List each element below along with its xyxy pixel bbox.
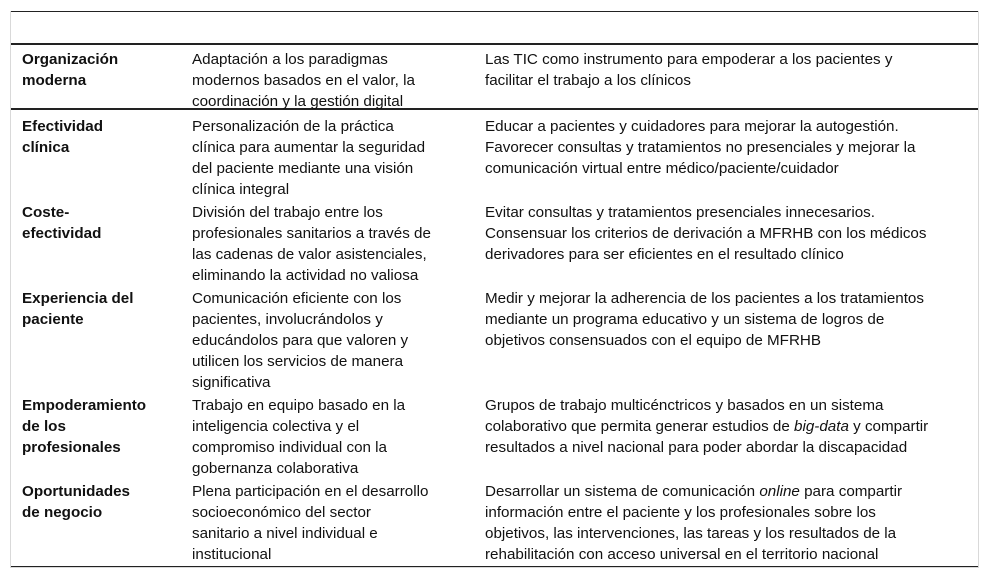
row-category: Oportunidades de negocio (22, 483, 131, 521)
table-row (11, 391, 978, 477)
table-row (11, 45, 978, 110)
table-row (11, 112, 978, 197)
table-top-rule (11, 11, 978, 12)
row-strategy: Adaptación a los paradigmas modernos basados en el valor, la coordinación y la gestión digital (192, 51, 415, 110)
row-category: Organización moderna (22, 51, 119, 89)
row-action: Las TIC como instrumento para empoderar a los pacientes y facilitar el trabajo a los clínicos (485, 51, 893, 89)
row-strategy: Personalización de la práctica clínica para aumentar la seguridad del paciente mediante una visión clínica integral (192, 118, 426, 198)
row-action: Medir y mejorar la adherencia de los pacientes a los tratamientos mediante un programa educativo y un sistema de logros de objetivos consensuados con el equipo de MFRHB (485, 290, 924, 349)
row-strategy: Comunicación eficiente con los pacientes, involucrándolos y educándolos para que valoren y utilicen los servicios de manera significativa (192, 290, 409, 391)
row-strategy: Plena participación en el desarrollo socioeconómico del sector sanitario a nivel individual e institucional (192, 483, 429, 563)
row-category: Experiencia del paciente (22, 290, 134, 328)
row-category: Coste- efectividad (22, 204, 102, 242)
row-category: Efectividad clínica (22, 118, 104, 156)
data-table (10, 11, 979, 568)
table-bottom-rule (11, 566, 978, 567)
table-row (11, 284, 978, 391)
table-row (11, 477, 978, 567)
table-row (11, 198, 978, 284)
row-strategy: División del trabajo entre los profesionales sanitarios a través de las cadenas de valor asistenciales, eliminando la actividad no valiosa (192, 204, 431, 284)
row-category: Empoderamiento de los profesionales (22, 397, 147, 456)
row-action: Educar a pacientes y cuidadores para mejorar la autogestión. Favorecer consultas y tratamientos no presenciales y mejorar la comunicación virtual entre médico/paciente/cuidador (485, 118, 916, 177)
row-action: Desarrollar un sistema de comunicación online para compartir información entre el paciente y los profesionales sobre los objetivos, las intervenciones, las tareas y los resultados de la rehabilitación con acceso universal en el territorio nacional (485, 483, 903, 563)
row-strategy: Trabajo en equipo basado en la inteligencia colectiva y el compromiso individual con la gobernanza colaborativa (192, 397, 406, 477)
row-action: Evitar consultas y tratamientos presenciales innecesarios. Consensuar los criterios de derivación a MFRHB con los médicos derivadores para ser eficientes en el resultado clínico (485, 204, 927, 263)
row-action: Grupos de trabajo multicénctricos y basados en un sistema colaborativo que permita generar estudios de big-data y compartir resultados a nivel nacional para poder abordar la discapacidad (485, 397, 929, 456)
